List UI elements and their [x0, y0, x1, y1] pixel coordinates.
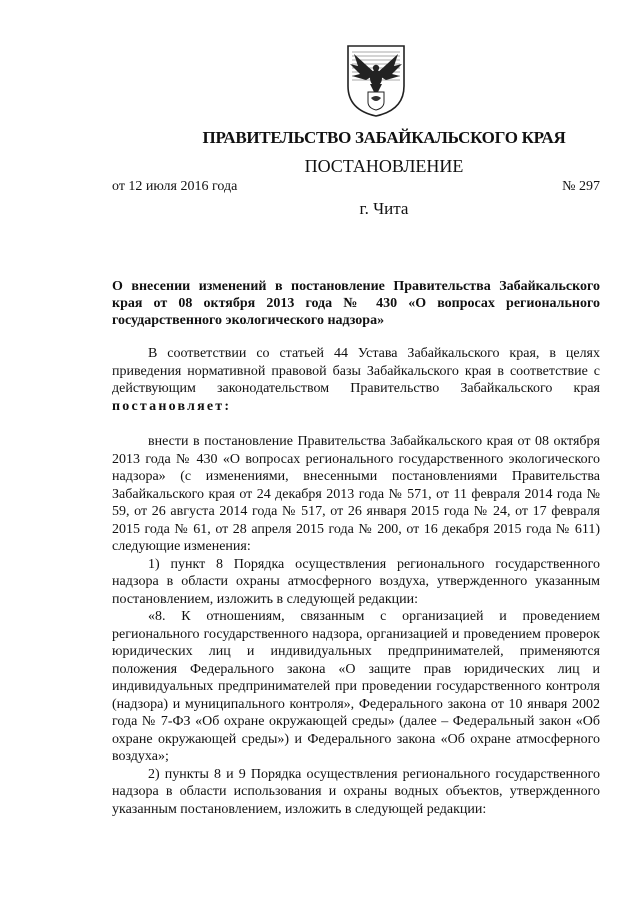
- document-number: № 297: [562, 179, 600, 194]
- preamble-emphasis: постановляет: [112, 398, 225, 414]
- government-title: ПРАВИТЕЛЬСТВО ЗАБАЙКАЛЬСКОГО КРАЯ: [202, 128, 566, 147]
- meta-row: [112, 179, 600, 195]
- document-body: [112, 345, 600, 818]
- paragraph-decision: внести в постановление Правительства Забайкальского края от 08 октября 2013 года № 430 «О вопросах регионального государственного экологического надзора» (с изменениями, внесенными постановлениями Правительства Забайкальского края от 24 декабря 2013 года № 571, от 11 февраля 2014 года № 59, от 26 августа 2014 года № 517, от 26 января 2015 года № 24, от 17 февраля 2015 года № 61, от 28 апреля 2015 года № 200, от 16 декабря 2015 года № 611) следующие изменения:: [112, 434, 600, 554]
- preamble-text: В соответствии со статьей 44 Устава Забайкальского края, в целях приведения нормативной правовой базы Забайкальского края в соответствие с действующим законодательством Правительство Забайкальского края: [112, 346, 600, 396]
- document-type: ПОСТАНОВЛЕНИЕ: [304, 156, 464, 176]
- coat-of-arms-emblem: [340, 40, 412, 118]
- paragraph-item-2: 2) пункты 8 и 9 Порядка осуществления регионального государственного надзора в области использования и охраны водных объектов, утвержденного указанным постановлением, изложить в следующей редакции:: [112, 766, 600, 817]
- paragraph-item-1-text: «8. К отношениям, связанным с организацией и проведением регионального государственного надзора, организацией и проведением проверок юридических лиц и индивидуальных предпринимателей, применяются положения Федерального закона «О защите прав юридических лиц и индивидуальных предпринимателей при проведении государственного контроля (надзора) и муниципального контроля», Федерального закона от 10 января 2002 года № 7-ФЗ «Об охране окружающей среды» (далее – Федеральный закон «Об охране окружающей среды») и Федерального закона «Об охране атмосферного воздуха»;: [112, 609, 600, 764]
- paragraph-item-1: 1) пункт 8 Порядка осуществления регионального государственного надзора в области охраны атмосферного воздуха, утвержденного указанным постановлением, изложить в следующей редакции:: [112, 556, 600, 607]
- city-name: г. Чита: [359, 199, 409, 218]
- preamble-colon: :: [224, 398, 232, 414]
- paragraph-preamble: [112, 345, 600, 415]
- document-heading: О внесении изменений в постановление Правительства Забайкальского края от 08 октября 2013 года № 430 «О вопросах регионального государственного экологического надзора»: [112, 279, 600, 328]
- document-date: от 12 июля 2016 года: [112, 179, 238, 194]
